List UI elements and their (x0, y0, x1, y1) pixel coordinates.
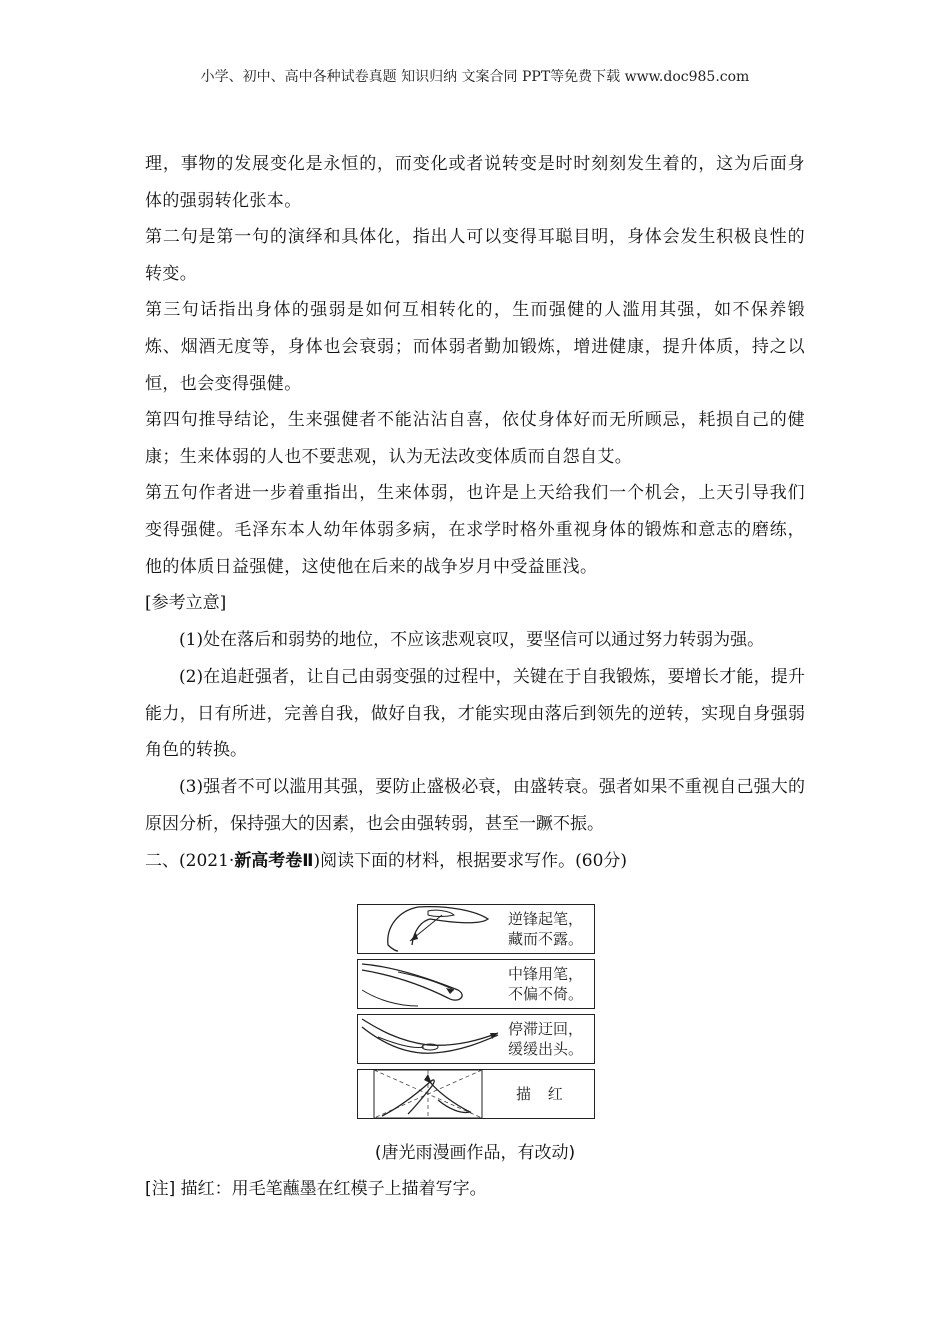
panel-3-line-2: 缓缓出头。 (508, 1040, 584, 1058)
paragraph-1: 理，事物的发展变化是永恒的，而变化或者说转变是时时刻刻发生着的，这为后面身体的强弱转化张本。 (145, 154, 805, 211)
panel-1-line-1: 逆锋起笔， (508, 910, 584, 928)
panel-3-line-1: 停滞迂回， (508, 1020, 584, 1038)
brush-stroke-reverse-icon (358, 905, 508, 953)
brush-stroke-center-icon (358, 960, 508, 1008)
panel-2-line-2: 不偏不倚。 (508, 985, 584, 1003)
reference-item-3: (3)强者不可以滥用其强，要防止盛极必衰，由盛转衰。强者如果不重视自己强大的原因分析，保持强大的因素，也会由强转弱，甚至一蹶不振。 (145, 777, 805, 834)
panel-2-line-1: 中锋用笔， (508, 965, 584, 983)
section-two-source: 新高考卷Ⅱ (234, 850, 314, 871)
section-two-suffix: )阅读下面的材料，根据要求写作。(60分) (313, 850, 628, 871)
paragraph-3: 第三句话指出身体的强弱是如何互相转化的，生而强健的人滥用其强，如不保养锻炼、烟酒无度等，身体也会衰弱；而体弱者勤加锻炼，增进健康，提升体质，持之以恒，也会变得强健。 (145, 300, 805, 394)
paragraph-2: 第二句是第一句的演绎和具体化，指出人可以变得耳聪目明，身体会发生积极良性的转变。 (145, 227, 805, 284)
figure-panel-2 (357, 959, 595, 1009)
main-content (145, 146, 805, 880)
panel-1-label (508, 909, 593, 949)
brush-tracing-grid-icon (358, 1070, 508, 1118)
panel-3-label (508, 1019, 593, 1059)
reference-title: [参考立意] (145, 593, 227, 614)
calligraphy-cartoon (357, 904, 595, 1124)
paragraph-5: 第五句作者进一步着重指出，生来体弱，也许是上天给我们一个机会，上天引导我们变得强健。毛泽东本人幼年体弱多病，在求学时格外重视身体的锻炼和意志的磨练，他的体质日益强健，这使他在后来的战争岁月中受益匪浅。 (145, 483, 805, 577)
page-header: 小学、初中、高中各种试卷真题 知识归纳 文案合同 PPT等免费下载 www.doc985.com (200, 69, 750, 85)
panel-1-line-2: 藏而不露。 (508, 930, 584, 948)
section-two-heading (145, 843, 805, 880)
reference-item-2: (2)在追赶强者，让自己由弱变强的过程中，关键在于自我锻炼，要增长才能，提升能力，日有所进，完善自我，做好自我，才能实现由落后到领先的逆转，实现自身强弱角色的转换。 (145, 666, 805, 761)
figure-caption: (唐光雨漫画作品，有改动) (374, 1143, 576, 1163)
panel-4-label: 描 红 (516, 1085, 569, 1103)
figure-panel-3 (357, 1014, 595, 1064)
section-two-prefix: 二、(2021· (145, 850, 235, 871)
figure-panel-4 (357, 1069, 595, 1119)
reference-item-1: (1)处在落后和弱势的地位，不应该悲观哀叹，要坚信可以通过努力转弱为强。 (179, 629, 765, 650)
figure-panel-1 (357, 904, 595, 954)
paragraph-4: 第四句推导结论，生来强健者不能沾沾自喜，依仗身体好而无所顾忌，耗损自己的健康；生来体弱的人也不要悲观，认为无法改变体质而自怨自艾。 (145, 410, 805, 467)
footnote: [注] 描红：用毛笔蘸墨在红模子上描着写字。 (145, 1179, 487, 1199)
brush-stroke-pause-icon (358, 1015, 508, 1063)
panel-2-label (508, 964, 593, 1004)
